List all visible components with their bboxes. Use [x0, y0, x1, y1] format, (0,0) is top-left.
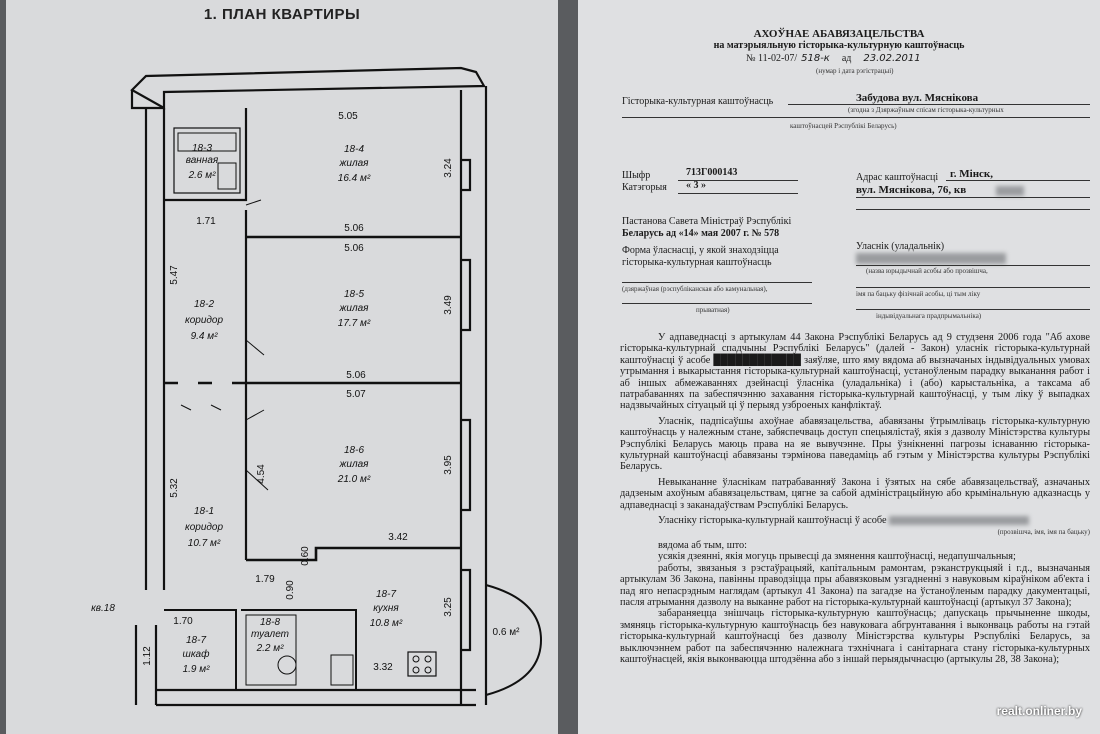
paragraph-4 — [620, 515, 1090, 526]
room-18-2-name: коридор — [184, 315, 224, 326]
doc-number-hand: 518-к — [801, 53, 830, 64]
paragraph-1: У адпаведнасці з артыкулам 44 Закона Рэспублікі Беларусь ад 9 студзеня 2006 года "Аб ахове гісторыка-культурнай спадчыны Рэспублікі Беларусь" (далей - Закон) уласнік гісторыка-культурнай каштоўнасці ў асобе ████████████ заяўляе, што яму вядома аб вызначаных індывідуальных умовах утрымання і выкарыстання гісторыка-культурнай каштоўнасці, устаноўленым парадку выканання работ і аб іншых абмежаваннях дзейнасці ўласніка (уладальніка) і (або) карыстальніка, а таксама аб патрабаваннях па забеспячэнню захавання гісторыка-культурнай каштоўнасці, у тым ліку ў выпадках надзвычайных сітуацый ці ў перыяд узброеных канфліктаў. — [620, 332, 1090, 412]
dim-14: 0.60 — [300, 546, 311, 566]
caption-entrepreneur: індывідуальнага прадпрымальніка) — [876, 312, 982, 320]
address-city: г. Мінск, — [950, 168, 994, 180]
apartment-label: кв.18 — [91, 603, 115, 614]
room-18-6-num: 18-6 — [343, 445, 365, 456]
room-18-8-area: 2.2 м² — [256, 643, 284, 654]
address-street: вул. Мяснікова, 76, кв — [856, 184, 967, 196]
dim-16: 0.90 — [285, 580, 296, 600]
value-caption-2: каштоўнасцей Рэспублікі Беларусь) — [790, 122, 897, 130]
paragraph-6: усякія дзеянні, якія могуць прывесці да змянення каштоўнасці, недапушчальныя; — [658, 551, 1016, 563]
room-18-3-num: 18-3 — [191, 143, 213, 154]
paragraph-3: Невыкананне ўласнікам патрабаванняў Закона і ўзятых на сябе абавязацельстваў, азначаных дадзеным ахоўным абавязацельствам, цягне за сабой адміністрацыйную або крымінальную адказнасць у адпаведнасці з заканадаўствам Рэспублікі Беларусь. — [620, 476, 1090, 511]
room-18-2-num: 18-2 — [193, 299, 215, 310]
paragraph-7: работы, звязаныя з рэстаўрацыяй, капітальным рамонтам, рэканструкцыяй і г.д., вызначаныя артыкулам 36 Закона, павінны праводзіцца пры абавязковым узгадненні з навуковым кіраўніком аб'екта і пад яго непасрэдным наглядам (артыкул 41 Закона) па загадзе на ўстаноўленым парадку дакументацыі, пасля атрымання дазволу на выканне работ на гісторыка-культурнай каштоўнасці (артыкул 37 Закона); — [620, 562, 1090, 608]
room-18-3-area: 2.6 м² — [188, 170, 216, 181]
caption-natural: імя па бацьку фізічнай асобы, ці тым ліку — [856, 290, 981, 298]
dim-15: 1.79 — [255, 574, 275, 585]
doc-number-line — [746, 53, 921, 64]
room-18-7-kitchen-name: кухня — [373, 603, 399, 614]
room-18-4-area: 16.4 м² — [337, 173, 371, 184]
dim-19: 1.12 — [142, 646, 153, 666]
dim-7: 3.49 — [443, 295, 454, 315]
room-18-5-num: 18-5 — [343, 289, 365, 300]
doc-number-caption: (нумар і дата рэгістрацыі) — [816, 67, 894, 75]
dim-2: 3.24 — [443, 158, 454, 178]
room-18-8-num: 18-8 — [259, 617, 281, 628]
document-body — [620, 332, 1090, 665]
cipher-label: Шыфр — [622, 170, 651, 181]
room-18-7-kitchen-num: 18-7 — [375, 589, 397, 600]
doc-title: АХОЎНАЕ АБАВЯЗАЦЕЛЬСТВА — [753, 28, 925, 40]
room-18-3-name: ванная — [185, 155, 219, 166]
paragraph-8: забараняецца знішчаць гісторыка-культурную каштоўнасць; дапускаць прычыненне шкоды, змяняць гісторыка-культурную каштоўнасць без навуковага абгрунтавання і выконваць работы на гэтай гісторыка-культурнай каштоўнасці без дазволу Міністэрства культуры Рэспублікі Беларусь, за выключэннем работ па забеспячэнню належнага тэхнічнага і санітарнага стану гісторыка-культурных каштоўнасцей, якія выконваюцца штодзённа або з іншай перыядычнасцю (артыкулы 28, 38 Закона); — [620, 608, 1090, 665]
value-label: Гісторыка-культурная каштоўнасць — [622, 96, 774, 107]
paragraph-2: Уласнік, падпісаўшы ахоўнае абавязацельства, абавязаны ўтрымліваць гісторыка-культурную каштоўнасць у належным стане, забяспечваць доступ спецыялістаў, якія з дазволу Міністэрства культуры Рэспублікі Беларусь маюць права на яе вывучэнне. Пры ўзнікненні пагрозы існаванню гісторыка-культурнай каштоўнасці абавязаны тэрмінова паведаміць аб гэтым у Міністэрства культуры Рэспублікі Беларусь. — [620, 415, 1090, 473]
dim-4: 5.06 — [344, 223, 364, 234]
room-18-7-closet-name: шкаф — [182, 649, 210, 660]
paragraph-4-caption: (прозвішча, імя, імя па бацьку) — [997, 527, 1090, 536]
room-18-2-area: 9.4 м² — [190, 331, 218, 342]
balcony-area: 0.6 м² — [492, 627, 520, 638]
ownership-line-1: Форма ўласнасці, у якой знаходзіцца — [622, 245, 779, 256]
dim-6: 5.47 — [169, 265, 180, 285]
address-label: Адрас каштоўнасці — [856, 172, 939, 183]
room-18-6-area: 21.0 м² — [337, 474, 371, 485]
caption-state: (дзяржаўная (рэспубліканская або камунальная), — [622, 285, 768, 293]
dim-13: 3.42 — [388, 532, 408, 543]
owner-label: Уласнік (уладальнік) — [856, 241, 945, 252]
room-18-1-name: коридор — [184, 522, 224, 533]
floor-plan-drawing — [6, 0, 558, 734]
decree-line-2: Беларусь ад «14» мая 2007 г. № 578 — [622, 228, 780, 239]
room-18-5-area: 17.7 м² — [337, 318, 371, 329]
dim-5: 5.06 — [344, 243, 364, 254]
dim-8: 5.06 — [346, 370, 366, 381]
paragraph-5: вядома аб тым, што: — [658, 539, 748, 551]
room-18-1-area: 10.7 м² — [187, 538, 221, 549]
category-label: Катэгорыя — [622, 182, 667, 193]
room-18-1-num: 18-1 — [193, 506, 215, 517]
dim-10: 4.54 — [256, 464, 267, 484]
doc-date-hand: 23.02.2011 — [863, 53, 921, 64]
room-18-5-name: жилая — [339, 303, 369, 314]
paragraph-4-label: Уласніку гісторыка-культурнай каштоўнасці ў асобе — [658, 515, 887, 527]
dim-18: 1.70 — [173, 616, 193, 627]
dim-12: 5.32 — [169, 478, 180, 498]
caption-private: прыватная) — [696, 306, 730, 314]
room-18-7-kitchen-area: 10.8 м² — [369, 618, 403, 629]
value-caption-1: (згодна з Дзяржаўным спісам гісторыка-культурных — [848, 106, 1004, 114]
dim-1: 5.05 — [338, 111, 358, 122]
room-18-6-name: жилая — [339, 459, 369, 470]
dim-20: 3.32 — [373, 662, 393, 673]
cipher-value: 713Г000143 — [686, 167, 738, 178]
ownership-line-2: гісторыка-культурная каштоўнасць — [622, 257, 772, 268]
caption-legal: (назва юрыдычнай асобы або прозвішча, — [866, 267, 988, 275]
doc-number-prefix: № 11-02-07/ — [746, 53, 798, 64]
dim-11: 3.95 — [443, 455, 454, 475]
room-18-4-name: жилая — [339, 158, 369, 169]
top-wall — [132, 68, 484, 108]
category-value: « 3 » — [686, 180, 706, 191]
dim-3: 1.71 — [196, 216, 216, 227]
room-18-4-num: 18-4 — [343, 144, 365, 155]
value-text: Забудова вул. Мяснікова — [856, 92, 979, 104]
decree-line-1: Пастанова Савета Міністраў Рэспублікі — [622, 216, 792, 227]
dim-17: 3.25 — [443, 597, 454, 617]
room-18-8-name: туалет — [251, 629, 289, 640]
room-18-7-closet-num: 18-7 — [185, 635, 207, 646]
plan-title: 1. ПЛАН КВАРТИРЫ — [203, 6, 361, 23]
floor-plan-page — [6, 0, 558, 734]
doc-date-prefix: ад — [841, 53, 852, 64]
document-page — [578, 0, 1100, 734]
room-18-7-closet-area: 1.9 м² — [182, 664, 210, 675]
doc-subtitle: на матэрыяльную гісторыка-культурную каштоўнасць — [713, 40, 965, 51]
watermark: realt.onliner.by — [996, 704, 1082, 718]
dim-9: 5.07 — [346, 389, 366, 400]
